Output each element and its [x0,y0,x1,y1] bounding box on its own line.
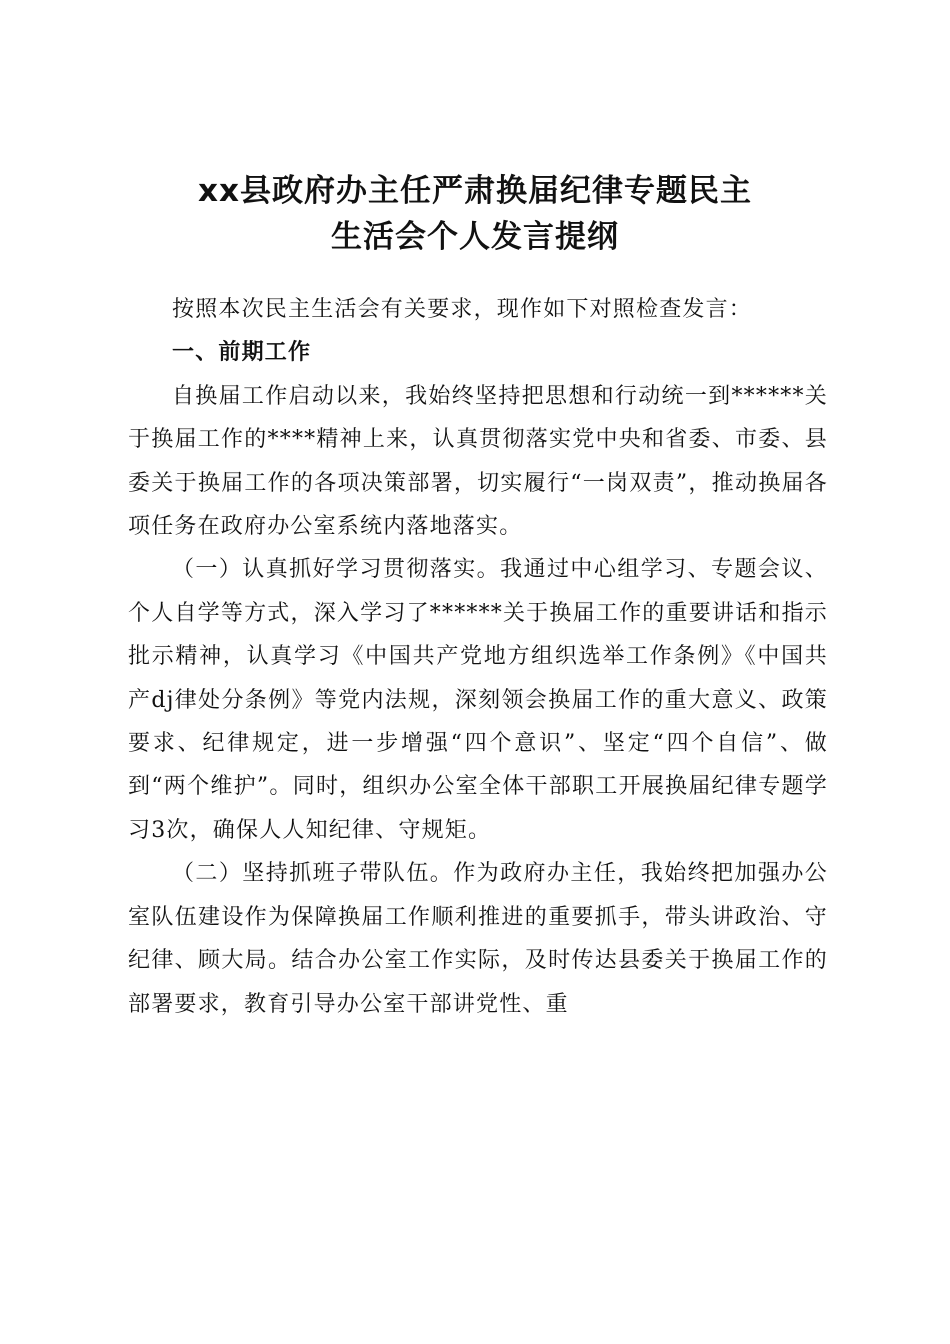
subsection-1-paragraph: （一）认真抓好学习贯彻落实。我通过中心组学习、专题会议、个人自学等方式，深入学习了******关于换届工作的重要讲话和指示批示精神，认真学习《中国共产党地方组织选举工作条例》《中国共产dj律处分条例》等党内法规，深刻领会换届工作的重大意义、政策要求、纪律规定，进一步增强“四个意识”、坚定“四个自信”、做到“两个维护”。同时，组织办公室全体干部职工开展换届纪律专题学习3次，确保人人知纪律、守规矩。 [128,557,828,843]
section-heading-1: 一、前期工作 [172,340,312,366]
document-title [120,168,830,260]
title-line-1: xx县政府办主任严肃换届纪律专题民主 [198,173,752,209]
subsection-2-paragraph: （二）坚持抓班子带队伍。作为政府办主任，我始终把加强办公室队伍建设作为保障换届工作顺利推进的重要抓手，带头讲政治、守纪律、顾大局。结合办公室工作实际，及时传达县委关于换届工作的部署要求，教育引导办公室干部讲党性、重 [128,861,828,1017]
title-line-2: 生活会个人发言提纲 [331,219,619,255]
intro-paragraph: 按照本次民主生活会有关要求，现作如下对照检查发言： [172,297,753,322]
document-body [128,288,828,1026]
section-1-paragraph: 自换届工作启动以来，我始终坚持把思想和行动统一到******关于换届工作的****精神上来，认真贯彻落实党中央和省委、市委、县委关于换届工作的各项决策部署，切实履行“一岗双责”，推动换届各项任务在政府办公室系统内落地落实。 [128,383,828,540]
